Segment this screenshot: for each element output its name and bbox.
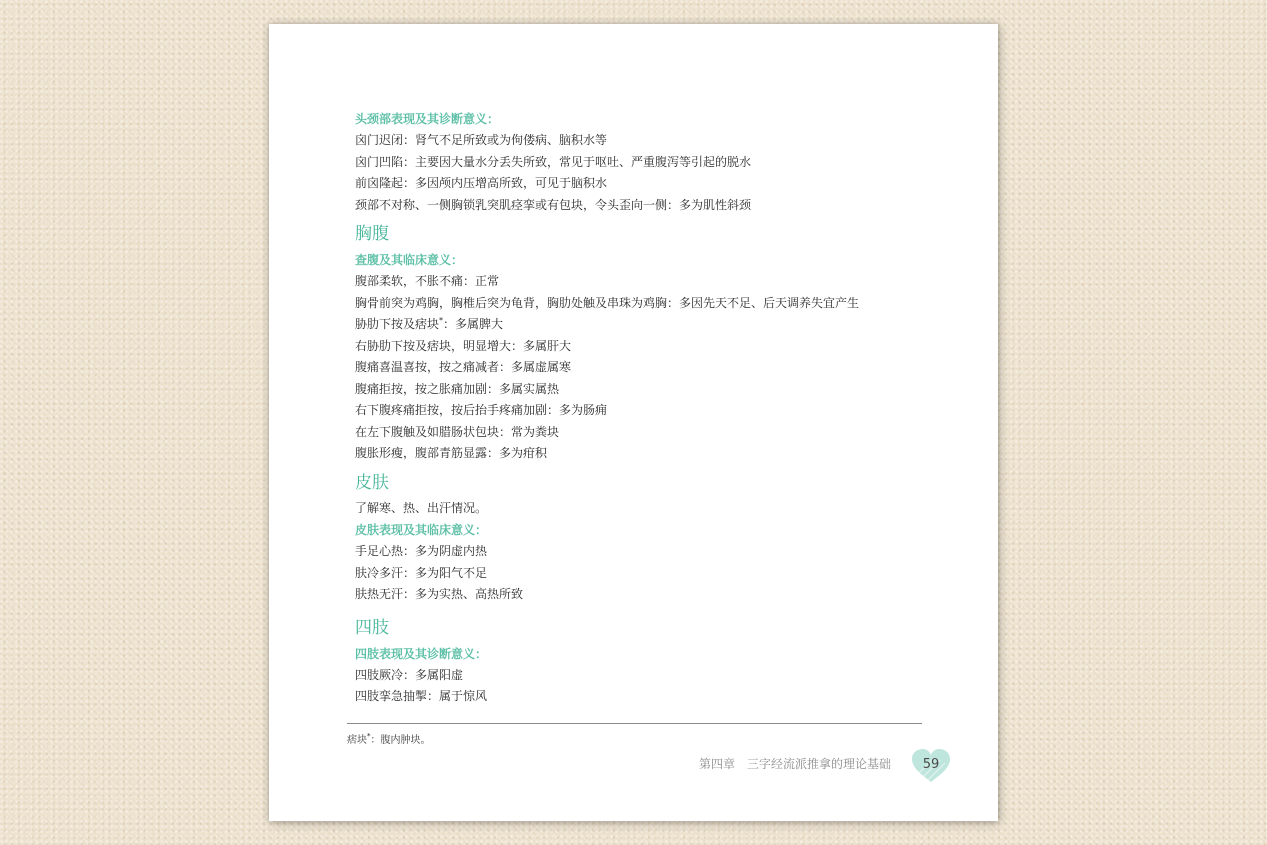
footnote-marker: * (367, 732, 371, 741)
running-header: 第四章 三字经流派推拿的理论基础 (698, 757, 891, 771)
list-item: 前囟隆起：多因颅内压增高所致，可见于脑积水 (355, 176, 608, 190)
footnote-text: ：腹内肿块。 (370, 735, 431, 746)
page-number-badge (910, 748, 952, 784)
list-item: 手足心热：多为阴虚内热 (355, 544, 488, 558)
footnote-term: 痞块 (347, 735, 367, 746)
section-title-chest-abdomen: 胸腹 (355, 224, 389, 244)
list-item: 四肢厥冷：多属阳虚 (355, 667, 464, 682)
list-item: 在左下腹触及如腊肠状包块：常为粪块 (355, 424, 560, 439)
footnote-divider (347, 723, 922, 724)
list-item: 囟门迟闭：肾气不足所致或为佝偻病、脑积水等 (355, 133, 608, 147)
page-content (355, 108, 935, 708)
footnote (347, 731, 431, 746)
list-item: 腹胀形瘦，腹部青筋显露：多为疳积 (355, 446, 548, 460)
subheading-limbs: 四肢表现及其诊断意义： (355, 646, 488, 661)
subheading-abdomen: 查腹及其临床意义： (355, 253, 464, 267)
section-title-skin: 皮肤 (355, 472, 389, 493)
footnote-marker: * (439, 316, 444, 325)
list-item: 腹痛拒按，按之胀痛加剧：多属实属热 (355, 381, 560, 396)
list-item: 肤冷多汗：多为阳气不足 (355, 565, 488, 580)
list-item: 肤热无汗：多为实热、高热所致 (355, 587, 524, 601)
list-item-with-footnote (355, 314, 935, 336)
book-page (269, 24, 998, 821)
list-item-text: 胁肋下按及痞块 (355, 317, 440, 331)
section-intro: 了解寒、热、出汗情况。 (355, 500, 488, 515)
subheading-skin: 皮肤表现及其临床意义： (355, 523, 488, 537)
page-number: 59 (922, 757, 940, 772)
list-item: 腹部柔软，不胀不痛：正常 (355, 274, 500, 288)
list-item: 右胁肋下按及痞块，明显增大：多属肝大 (355, 338, 572, 353)
section-title-limbs: 四肢 (355, 617, 389, 638)
list-item: 囟门凹陷：主要因大量水分丢失所致，常见于呕吐、严重腹泻等引起的脱水 (355, 154, 752, 169)
list-item: 颈部不对称、一侧胸锁乳突肌痉挛或有包块，令头歪向一侧：多为肌性斜颈 (355, 197, 752, 212)
list-item: 腹痛喜温喜按，按之痛减者：多属虚属寒 (355, 360, 572, 374)
list-item-text: ：多属脾大 (443, 317, 504, 331)
list-item: 四肢挛急抽掣：属于惊风 (355, 689, 488, 703)
subheading-head-neck: 头颈部表现及其诊断意义： (355, 112, 500, 126)
list-item: 胸骨前突为鸡胸，胸椎后突为龟背，胸肋处触及串珠为鸡胸：多因先天不足、后天调养失宜产生 (355, 295, 860, 310)
list-item: 右下腹疼痛拒按，按后抬手疼痛加剧：多为肠痈 (355, 403, 608, 417)
